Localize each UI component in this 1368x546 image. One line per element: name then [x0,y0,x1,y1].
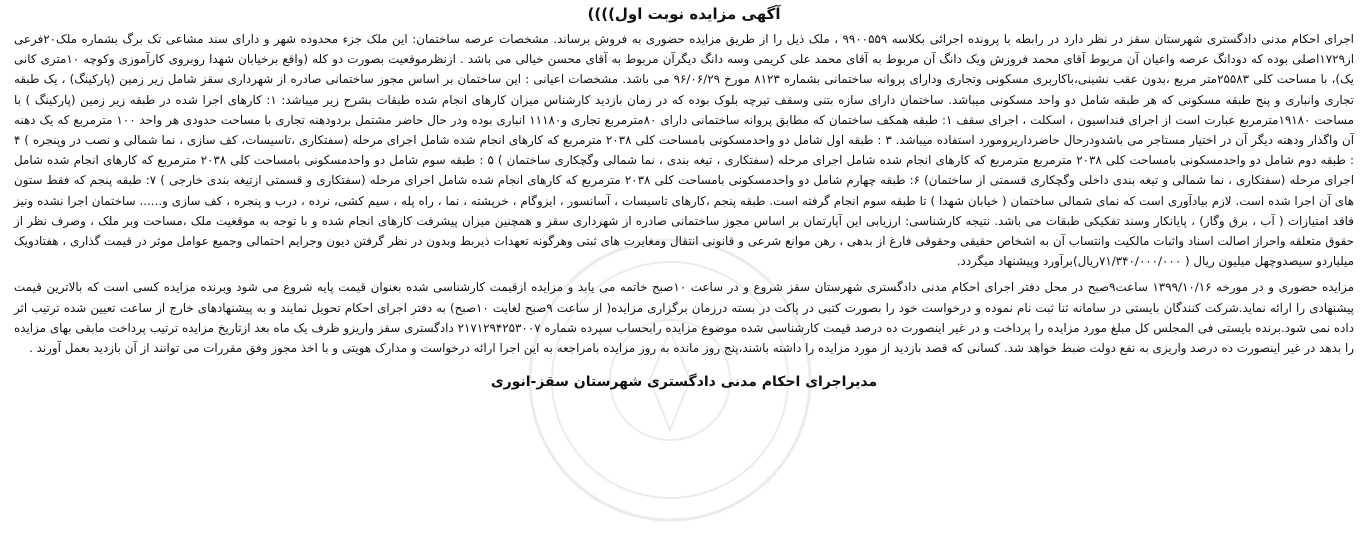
signature-line: مدیراجرای احکام مدنی دادگستری شهرستان سقز-انوری [490,374,878,391]
property-description-paragraph: اجرای احکام مدنی دادگستری شهرستان سقز در نظر دارد در رابطه با پرونده اجرائی بکلاسه ۹۹۰۰۵۵۹ ، ملک ذیل را از طریق مزایده حضوری به فروش برساند. مشخصات عرصه ساختمان: این ملک جزء محدوده شهر و دارای سند مشاعی تک برگ بشماره ملک۲۰فرعی از۱۷۲۹اصلی بوده که دودانگ عرصه واعیان آن مربوط آقای محمد فروزش ویک دانگ آن مربوط به آقای محمد علی کریمی وسه دانگ دیگرآن مربوط به آقای محسن خیالی می باشد . ازنظرموقعیت بصورت دو کله (واقع برخیابان شهدا روبروی کارآموزی وکوچه ۱۰متری کانی یک)، با مساحت کلی ۲۵۵۸۳متر مربع ،بدون عقب نشینی،باکاربری مسکونی وتجاری ودارای پروانه ساختمانی بشماره ۸۱۲۳ مورخ ۹۶/۰۶/۲۹ می باشد. مشخصات اعیانی : این ساختمان بر اساس مجوز ساختمانی صادره از شهرداری سقز شامل زیر زمین (پارکینگ) ، یک طبقه تجاری وانباری و پنج طبقه مسکونی که هر طبقه شامل دو واحد مسکونی میباشد. ساختمان دارای سازه بتنی وسقف تیرچه بلوک بوده که در زمان بازدید کارشناس میزان کارهای انجام شده طبقات بشرح زیر میباشد: ۱: کارهای اجرا شده در طبقه زیر زمین (پارکینگ ) با مساحت ۱۹۱۸۰مترمربع عبارت است از اجرای فنداسیون ، اسکلت ، اجرای سقف ۱: طبقه همکف ساختمان که مطابق پروانه ساختمانی دارای ۸۰مترمربع تجاری و۱۱۱۸۰ انباری بوده ودر حال حاضر مشتمل بردودهنه تجاری با مساحت حدودی هر واحد ۱۰۰ مترمربع که یک دهنه آن واگذار ودهنه دیگر آن در اختیار مستاجر می باشدودرحال حاضرداریرومورد استفاده میباشد. ۳ : طبقه اول شامل دو واحدمسکونی بامساحت کلی ۲۰۳۸ مترمربع که کارهای انجام شده شامل اجرای مرحله (سفتکاری ،تاسیسات، کف سازی ، نما شمالی و نصب در وپنجره ) ۴ : طبقه دوم شامل دو واحدمسکونی بامساحت کلی ۲۰۳۸ مترمربع مترمربع که کارهای انجام شده شامل اجرای مرحله (سفتکاری ، تیغه بندی ، نما شمالی وگچکاری ساختمان ) ۵ : طبقه سوم شامل دو واحدمسکونی بامساحت کلی ۲۰۳۸ مترمربع که کارهای انجام شده شامل اجرای مرحله (سفتکاری ، نما شمالی و تیغه بندی داخلی وگچکاری قسمتی از ساختمان) ۶: طبقه چهارم شامل دو واحدمسکونی بامساحت کلی ۲۰۳۸ مترمربع که کارهای انجام شده شامل اجرای مرحله (سفتکاری و قسمتی ازتیغه بندی خارجی ) ۷: طبقه پنجم که فقط ستون های آن اجرا شده است. لازم بیادآوری است که نمای شمالی ساختمان ( خیابان شهدا ) تا طبقه سوم انجام گرفته است. طبقه پنجم ،کارهای تاسیسات ، آسانسور ، ایزوگام ، خرپشته ، نما ، راه پله ، سیم کشی، نرده ، درب و پنجره ، کف سازی و...... ساختمان اجرا نشده ونیز فاقد امتیازات ( آب ، برق وگاز) ، پایانکار وسند تفکیکی طبقات می باشد. نتیجه کارشناسی: ارزیابی این آپارتمان بر اساس مجوز ساختمانی صادره از شهرداری سقز و همچنین میزان پیشرفت کارهای انجام شده و با توجه به موقعیت ملک ،مساحت وبر ملک ، وصرف نظر از حقوق متعلقه واحراز اصالت اسناد واثبات مالکیت وانتساب آن به اشخاص حقیقی وحقوقی فارغ از بدهی ، رهن موانع شرعی و قانونی انتقال ومغایرت های ثبتی وهرگونه تعهدات ذیربط وبدون در نظر گرفتن دیون وجرایم احتمالی وجمیع عوامل موثر در قیمت گذاری ، هفتادویک میلیاردو سیصدوچهل میلیون ریال ( ۷۱/۳۴۰/۰۰۰/۰۰۰ریال)برآورد وپیشنهاد میگردد. [14,32,1355,269]
notice-title: آگهی مزایده نوبت اول)))) [587,5,781,23]
auction-terms-paragraph: مزایده حضوری و در مورخه ۱۳۹۹/۱۰/۱۶ ساعت۹صبح در محل دفتر اجرای احکام مدنی دادگستری شهرستان سقز شروع و در ساعت ۱۰صبح خاتمه می یابد و مزایده ازقیمت کارشناسی شده بعنوان قیمت پایه شروع می شود وبرنده مزایده کسی است که بالاترین قیمت پیشنهادی را ارائه نماید.شرکت کنندگان بایستی در سامانه ثنا ثبت نام نموده و درخواست خود را بصورت کتبی در پاکت در بسته درزمان برگزاری مزایده( از ساعت ۹صبح لغایت ۱۰صبح) به دفتر اجرای احکام تحویل نمایند و به پیشنهادهای خارج از ساعت تعیین شده ترتیب اثر داده نمی شود.برنده بایستی فی المجلس کل مبلغ مورد مزایده را پرداخت و در غیر اینصورت ده درصد قیمت کارشناسی شده موضوع مزایده رابحساب سپرده شماره ۲۱۷۱۲۹۴۲۵۳۰۰۷ دادگستری سقز واریزو ظرف یک ماه بعد ازتاریخ مزایده ترتیب پرداخت مابقی بهای مزایده را بدهد در غیر اینصورت ده درصد واریزی به نفع دولت ضبط خواهد شد. کسانی که قصد بازدید از مورد مزایده را داشته باشند،پنج روز مانده به روز مزایده بامراجعه به این اجرا ارائه درخواست و مدارک هویتی و با اخذ مجوز وفق مقررات می توانند از آن بازدید بعمل آورند . [14,280,1354,356]
